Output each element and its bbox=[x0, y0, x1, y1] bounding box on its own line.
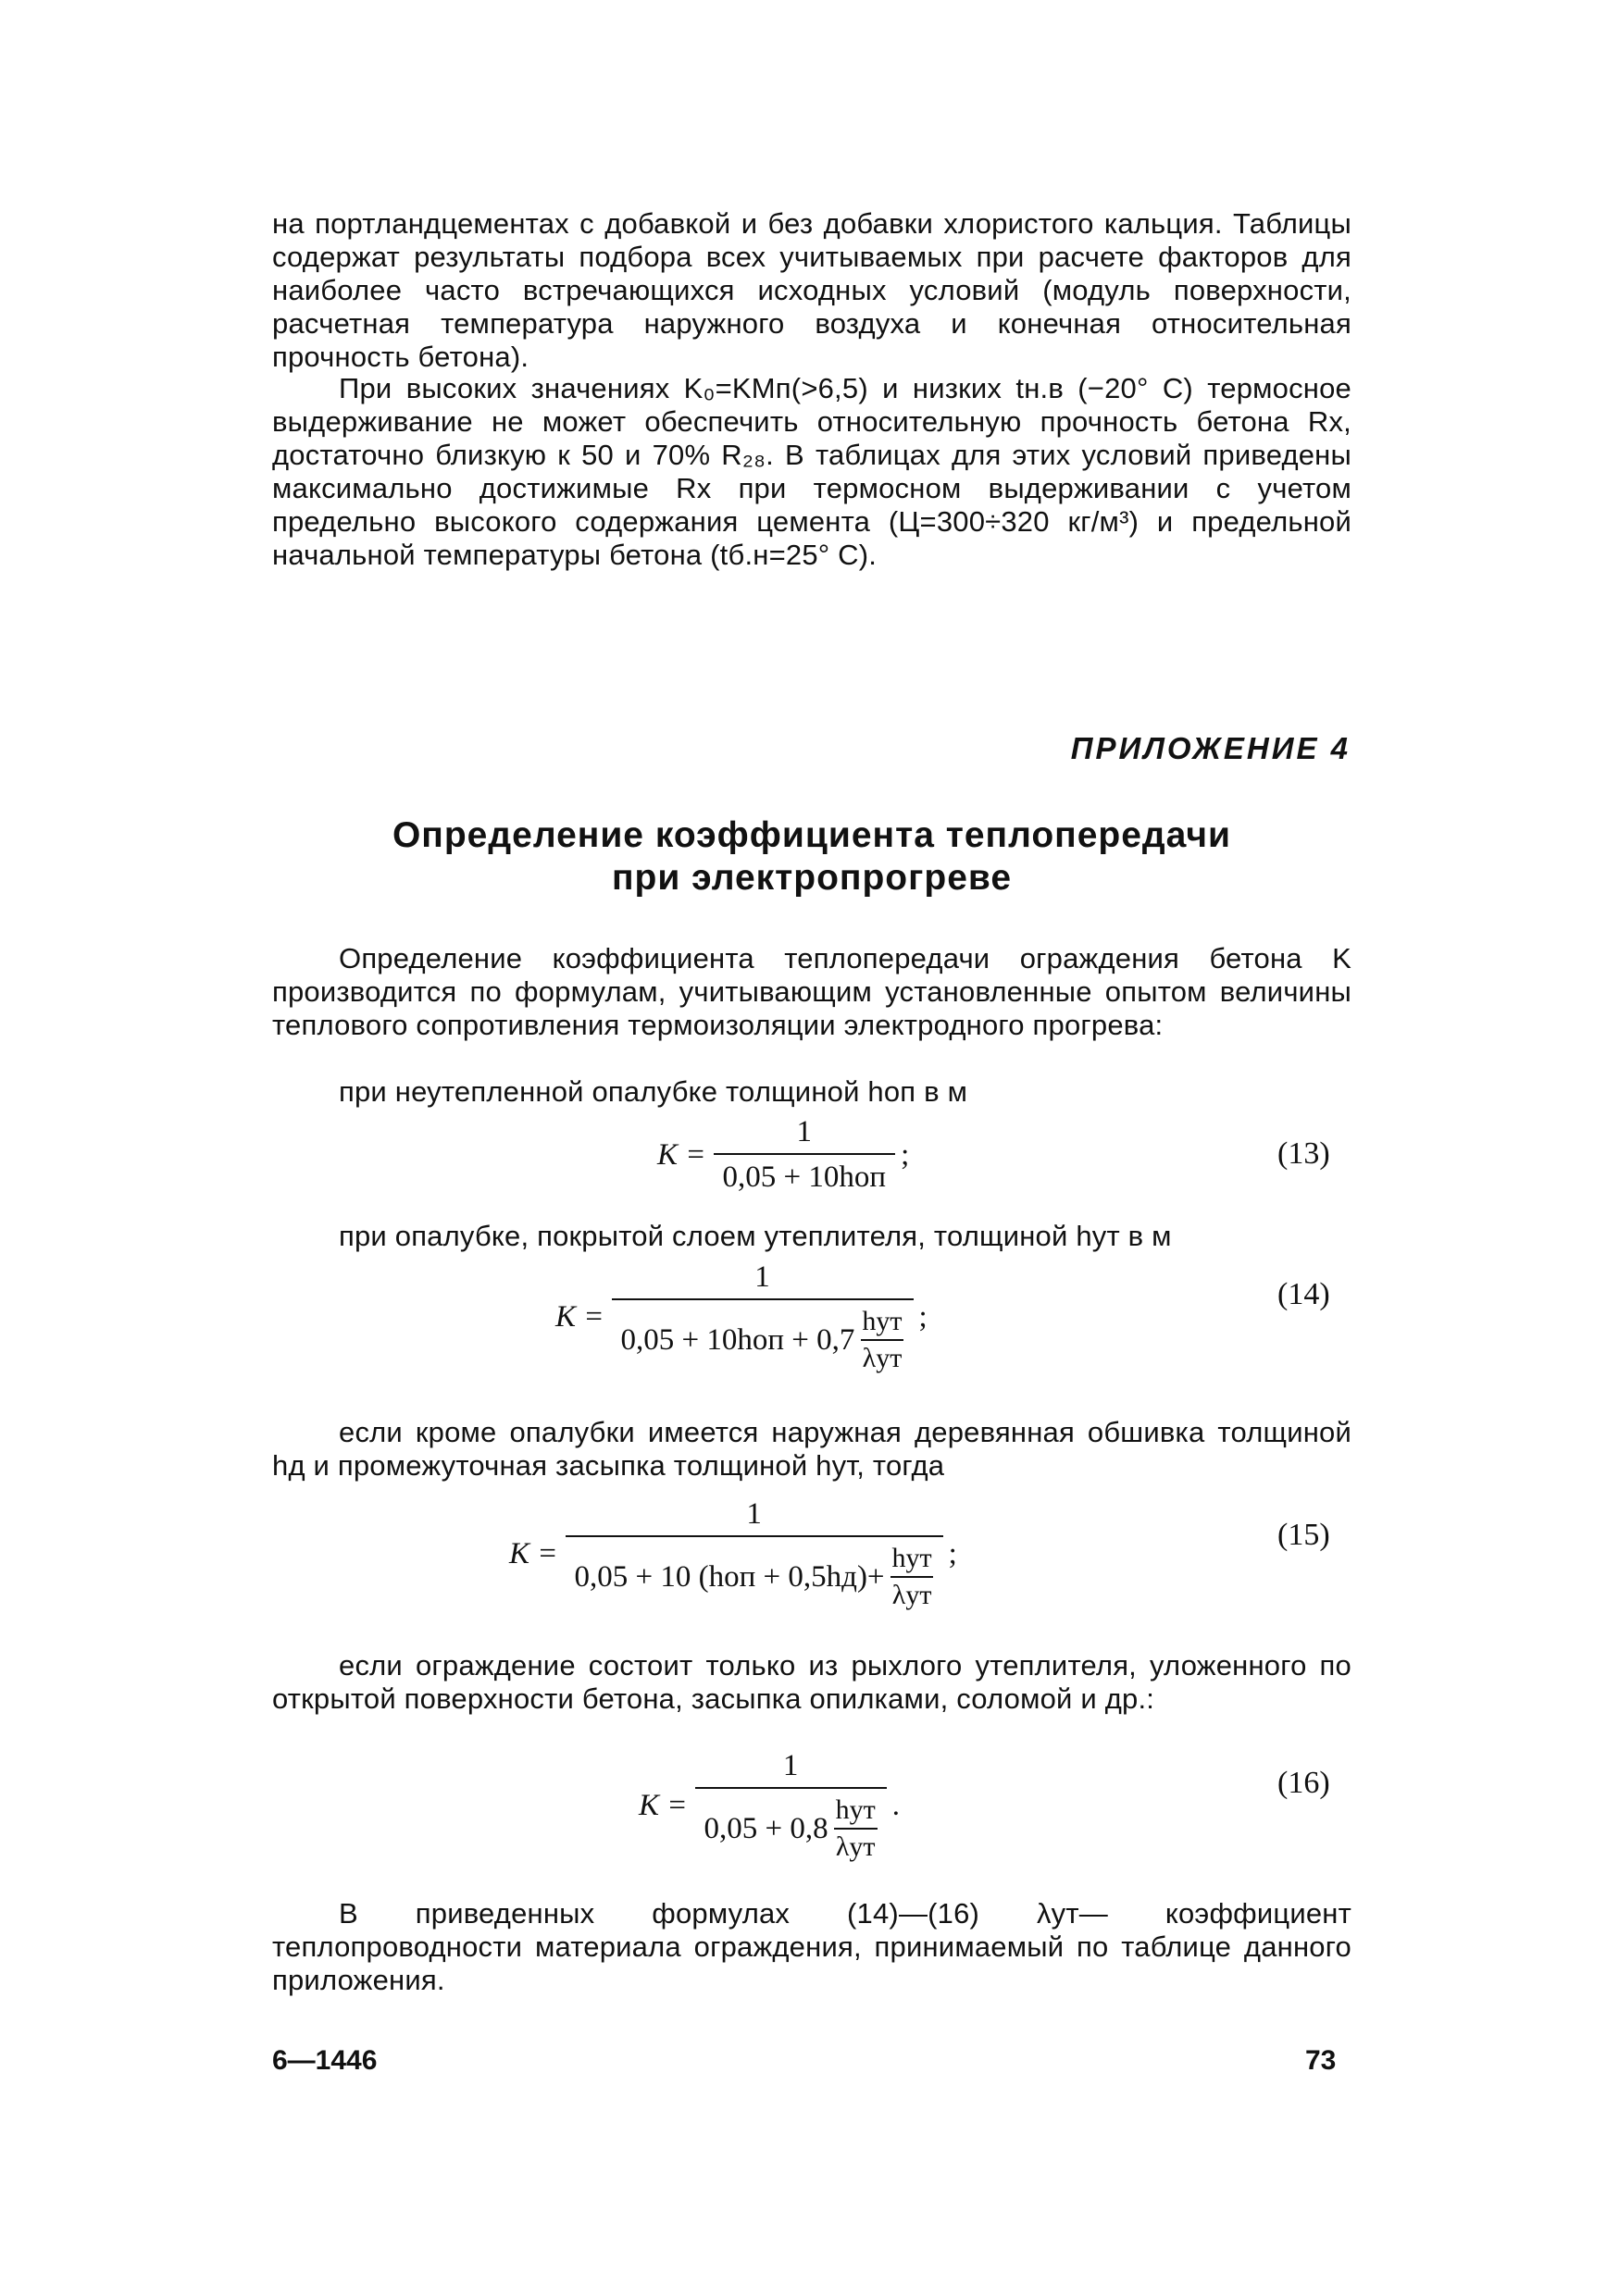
formula-15-sub-denominator: λут bbox=[890, 1576, 934, 1611]
formula-16-subfraction bbox=[834, 1794, 878, 1863]
intro-paragraph-2: При высоких значениях K₀=KMп(>6,5) и низких tн.в (−20° C) термосное выдерживание не может обеспечить относительную прочность бетона Rx, достаточно близкую к 50 и 70% R₂₈. В таблицах для этих условий приведены максимально достижимые Rx при термосном выдерживании с учетом предельно высокого содержания цемента (Ц=300÷320 кг/м³) и предельной начальной температуры бетона (tб.н=25° C). bbox=[272, 372, 1351, 571]
body-paragraph-6: В приведенных формулах (14)—(16) λут— коэффициент теплопроводности материала ограждения, принимаемый по таблице данного приложения. bbox=[272, 1897, 1351, 1996]
formula-14-denominator-text: 0,05 + 10hоп + 0,7 bbox=[620, 1322, 855, 1357]
body-paragraph-5: если ограждение состоит только из рыхлого утеплителя, уложенного по открытой поверхности бетона, засыпка опилками, соломой и др.: bbox=[272, 1649, 1351, 1715]
formula-13-denominator: 0,05 + 10hоп bbox=[714, 1153, 896, 1195]
formula-15 bbox=[509, 1497, 957, 1611]
formula-13 bbox=[657, 1115, 909, 1195]
formula-14-subfraction bbox=[860, 1306, 903, 1374]
formula-16-punct: . bbox=[891, 1789, 901, 1822]
formula-13-fraction bbox=[714, 1115, 896, 1195]
formula-16 bbox=[639, 1749, 900, 1863]
formula-15-fraction bbox=[566, 1497, 943, 1611]
formula-14-fraction bbox=[612, 1260, 914, 1374]
equation-number-13: (13) bbox=[1277, 1136, 1330, 1171]
section-title-line-1: Определение коэффициента теплопередачи bbox=[392, 815, 1232, 855]
body-paragraph-2: при неутепленной опалубке толщиной hоп в м bbox=[339, 1075, 968, 1108]
formula-13-numerator: 1 bbox=[796, 1115, 813, 1148]
formula-16-lhs: K = bbox=[639, 1789, 688, 1822]
formula-15-denominator-text: 0,05 + 10 (hоп + 0,5hд)+ bbox=[574, 1559, 885, 1594]
formula-15-punct: ; bbox=[948, 1537, 957, 1570]
formula-15-subfraction bbox=[890, 1543, 934, 1611]
body-paragraph-1: Определение коэффициента теплопередачи ограждения бетона K производится по формулам, учитывающим установленные опытом величины теплового сопротивления термоизоляции электродного прогрева: bbox=[272, 942, 1351, 1041]
equation-number-14: (14) bbox=[1277, 1277, 1330, 1311]
formula-14-lhs: K = bbox=[555, 1300, 604, 1334]
page-number: 73 bbox=[1305, 2045, 1337, 2076]
intro-paragraph-1: на портландцементах с добавкой и без добавки хлористого кальция. Таблицы содержат результаты подбора всех учитываемых при расчете факторов для наиболее часто встречающихся исходных условий (модуль поверхности, расчетная температура наружного воздуха и конечная относительная прочность бетона). bbox=[272, 207, 1351, 373]
formula-16-denominator bbox=[695, 1787, 887, 1863]
body-paragraph-3: при опалубке, покрытой слоем утеплителя, толщиной hут в м bbox=[339, 1220, 1172, 1252]
formula-16-sub-numerator: hут bbox=[835, 1794, 876, 1825]
formula-16-denominator-text: 0,05 + 0,8 bbox=[704, 1811, 828, 1845]
formula-14-punct: ; bbox=[918, 1300, 928, 1334]
formula-13-lhs: K = bbox=[657, 1137, 706, 1172]
formula-16-fraction bbox=[695, 1749, 887, 1863]
section-title-line-2: при электропрогреве bbox=[611, 858, 1013, 898]
formula-15-numerator: 1 bbox=[746, 1497, 762, 1531]
equation-number-15: (15) bbox=[1277, 1518, 1330, 1552]
formula-14 bbox=[555, 1260, 928, 1374]
footer-signature: 6—1446 bbox=[272, 2045, 378, 2076]
formula-14-sub-denominator: λут bbox=[861, 1339, 904, 1374]
formula-13-punct: ; bbox=[901, 1137, 910, 1172]
appendix-label: ПРИЛОЖЕНИЕ 4 bbox=[1070, 731, 1351, 765]
formula-16-sub-denominator: λут bbox=[834, 1828, 878, 1863]
formula-14-numerator: 1 bbox=[754, 1260, 770, 1294]
body-paragraph-4: если кроме опалубки имеется наружная деревянная обшивка толщиной hд и промежуточная засыпка толщиной hут, тогда bbox=[272, 1416, 1351, 1482]
formula-16-numerator: 1 bbox=[782, 1749, 799, 1782]
formula-14-denominator bbox=[612, 1298, 914, 1374]
section-title bbox=[272, 814, 1351, 900]
equation-number-16: (16) bbox=[1277, 1766, 1330, 1800]
formula-15-denominator bbox=[566, 1535, 943, 1611]
formula-15-lhs: K = bbox=[509, 1537, 558, 1570]
formula-15-sub-numerator: hут bbox=[891, 1543, 932, 1573]
formula-14-sub-numerator: hут bbox=[862, 1306, 903, 1336]
